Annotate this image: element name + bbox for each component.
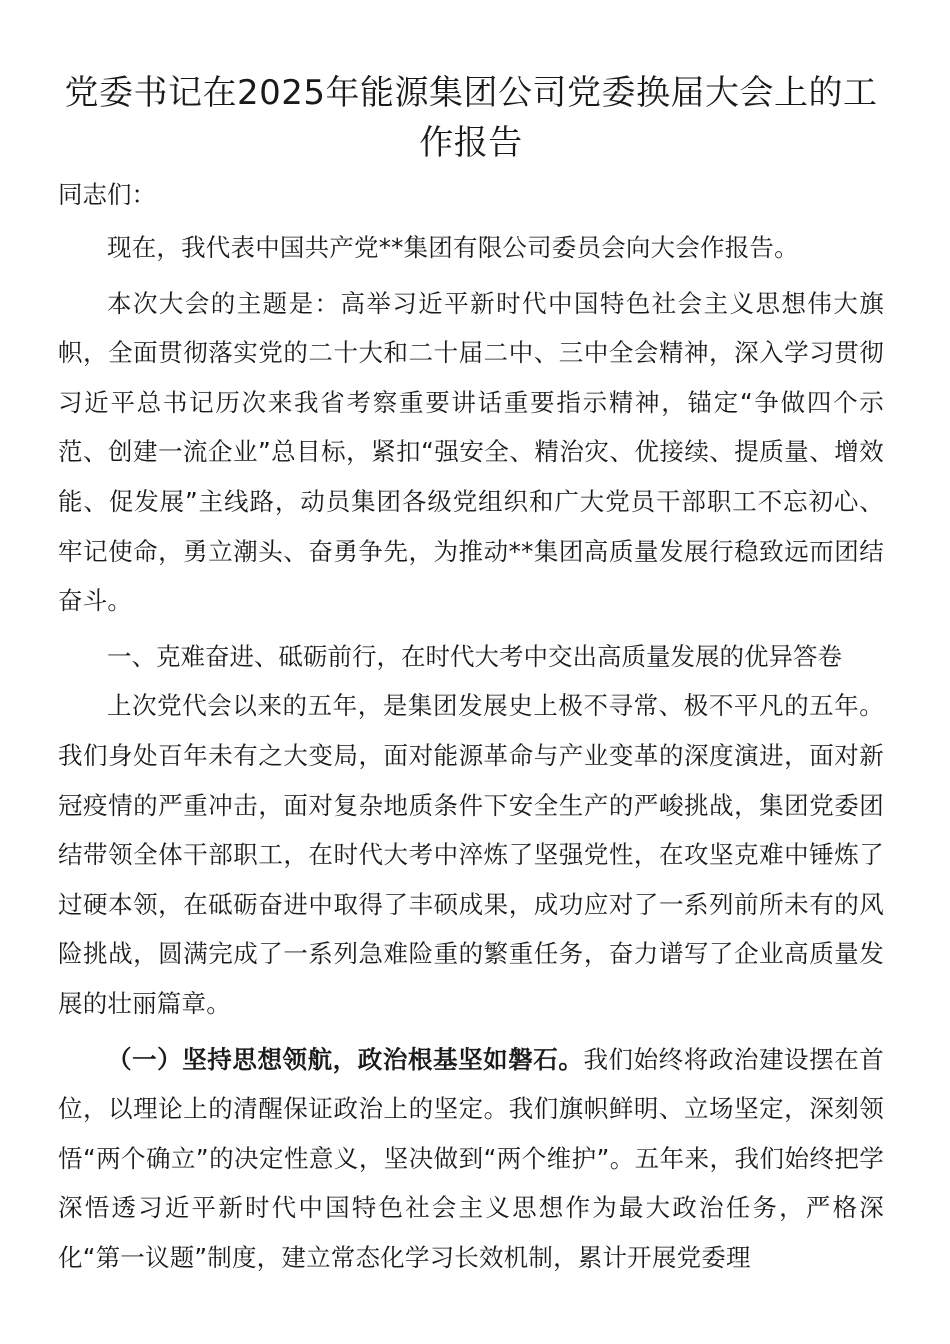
section-1-intro: 上次党代会以来的五年，是集团发展史上极不寻常、极不平凡的五年。我们身处百年未有之大变局，面对能源革命与产业变革的深度演进，面对新冠疫情的严重冲击，面对复杂地质条件下安全生产的严峻挑战，集团党委团结带领全体干部职工，在时代大考中淬炼了坚强党性，在攻坚克难中锤炼了过硬本领，在砥砺奋进中取得了丰硕成果，成功应对了一系列前所未有的风险挑战，圆满完成了一系列急难险重的繁重任务，奋力谱写了企业高质量发展的壮丽篇章。	[58, 691, 884, 1018]
theme-paragraph: 本次大会的主题是：高举习近平新时代中国特色社会主义思想伟大旗帜，全面贯彻落实党的二十大和二十届二中、三中全会精神，深入学习贯彻习近平总书记历次来我省考察重要讲话重要指示精神，锚定“争做四个示范、创建一流企业”总目标，紧扣“强安全、精治灾、优接续、提质量、增效能、促发展”主线路，动员集团各级党组织和广大党员干部职工不忘初心、牢记使命，勇立潮头、奋勇争先，为推动**集团高质量发展行稳致远而团结奋斗。	[58, 288, 884, 616]
subsection-1-paragraph	[58, 1035, 884, 1283]
opening-paragraph: 现在，我代表中国共产党**集团有限公司委员会向大会作报告。	[107, 233, 799, 262]
section-heading-1: 一、克难奋进、砥砺前行，在时代大考中交出高质量发展的优异答卷	[107, 641, 842, 671]
subsection-1-body: 我们始终将政治建设摆在首位，以理论上的清醒保证政治上的坚定。我们旗帜鲜明、立场坚定，深刻领悟“两个确立”的决定性意义，坚决做到“两个维护”。五年来，我们始终把学深悟透习近平新时代中国特色社会主义思想作为最大政治任务，严格深化“第一议题”制度，建立常态化学习长效机制，累计开展党委理	[58, 1044, 884, 1272]
salutation: 同志们：	[58, 180, 156, 209]
document-title: 党委书记在2025年能源集团公司党委换届大会上的工作报告	[64, 73, 878, 163]
subsection-1-heading: （一）坚持思想领航，政治根基坚如磐石。	[107, 1044, 584, 1074]
